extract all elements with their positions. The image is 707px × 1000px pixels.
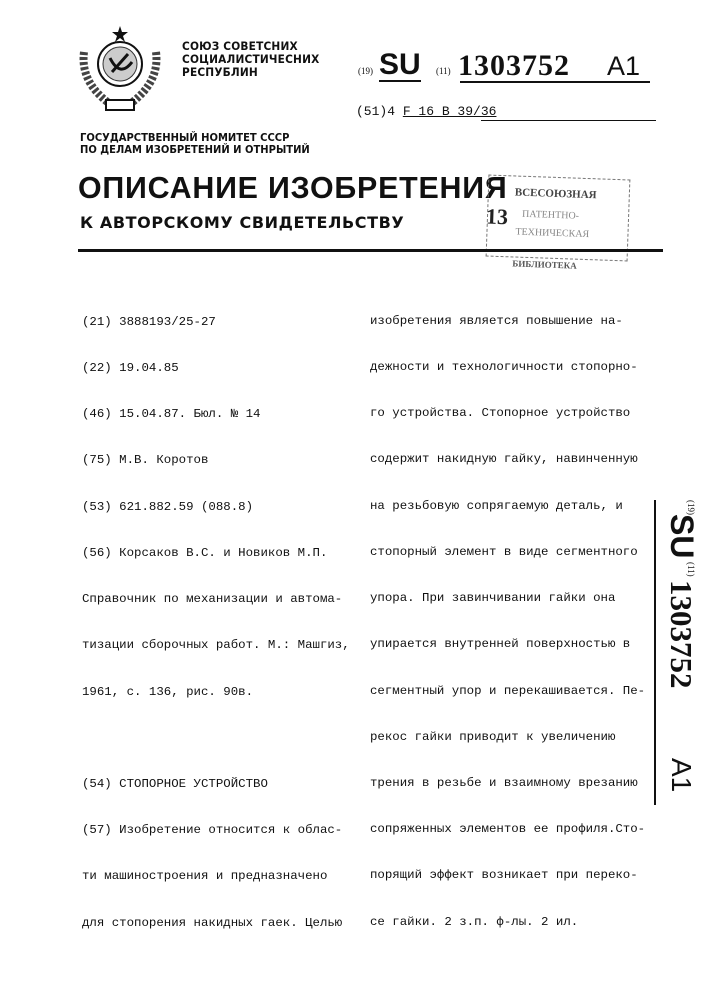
abstract-line: содержит накидную гайку, навинченную bbox=[370, 452, 638, 467]
stamp-line-1: ВСЕСОЮЗНАЯ bbox=[514, 186, 597, 202]
document-subtitle: К АВТОРСКОМУ СВИДЕТЕЛЬСТВУ bbox=[80, 213, 405, 232]
abstract-line: сопряженных элементов ее профиля.Сто- bbox=[370, 822, 646, 837]
abstract-line: трения в резьбе и взаимному врезанию bbox=[370, 776, 638, 790]
abstract-line: упора. При завинчивании гайки она bbox=[370, 591, 616, 606]
committee-line-1: ГОСУДАРСТВЕННЫЙ НОМИТЕТ СССР bbox=[80, 132, 290, 144]
abstract-column bbox=[370, 283, 645, 945]
side-number-label: (11) bbox=[686, 562, 696, 577]
abstract-line: ти машиностроения и предназначено bbox=[82, 869, 328, 884]
committee-line-2: ПО ДЕЛАМ ИЗОБРЕТЕНИЙ И ОТНРЫТИЙ bbox=[80, 144, 310, 156]
side-kind-code: A1 bbox=[666, 758, 697, 793]
abstract-line: для стопорения накидных гаек. Целью bbox=[82, 915, 343, 930]
biblio-line: (56) Корсаков В.С. и Новиков М.П. bbox=[82, 545, 328, 560]
biblio-line: (53) 621.882.59 (088.8) bbox=[82, 499, 254, 514]
biblio-line: (21) 3888193/25-27 bbox=[82, 314, 216, 329]
document-title: ОПИСАНИЕ ИЗОБРЕТЕНИЯ bbox=[78, 170, 508, 205]
ussr-emblem-icon bbox=[70, 22, 170, 122]
side-publication-number bbox=[636, 500, 700, 805]
side-country-code-label: (19) bbox=[686, 500, 696, 515]
abstract-line: дежности и технологичности стопорно- bbox=[370, 360, 638, 375]
abstract-line: порящий эффект возникает при переко- bbox=[370, 868, 638, 883]
abstract-line: изобретения является повышение на- bbox=[370, 313, 623, 328]
side-country-code: SU bbox=[664, 514, 700, 559]
biblio-line: (46) 15.04.87. Бюл. № 14 bbox=[82, 407, 261, 422]
ipc-label: (51)4 bbox=[356, 104, 396, 119]
side-underline bbox=[654, 500, 656, 805]
stamp-line-2: ПАТЕНТНО- bbox=[521, 208, 580, 222]
patent-number: 1303752 bbox=[458, 49, 570, 82]
ipc-code: F 16 B 39/36 bbox=[402, 104, 497, 119]
biblio-line: (75) М.В. Коротов bbox=[82, 453, 209, 468]
abstract-line: упирается внутренней поверхностью в bbox=[370, 637, 631, 652]
biblio-line bbox=[82, 731, 350, 746]
country-code: SU bbox=[379, 48, 421, 81]
stamp-line-4: БИБЛИОТЕКА bbox=[512, 258, 577, 271]
abstract-line: стопорный элемент в виде сегментного bbox=[370, 544, 638, 559]
invention-title: (54) СТОПОРНОЕ УСТРОЙСТВО bbox=[82, 776, 268, 791]
union-name bbox=[182, 40, 319, 79]
biblio-line: (22) 19.04.85 bbox=[82, 361, 179, 376]
committee-name bbox=[80, 132, 310, 156]
biblio-line: 1961, с. 136, рис. 90в. bbox=[82, 684, 254, 699]
union-line-3: РЕСПУБЛИН bbox=[182, 65, 258, 79]
header-divider bbox=[78, 249, 663, 252]
ipc-underline bbox=[481, 120, 656, 121]
ipc-classification bbox=[356, 104, 656, 119]
union-line-1: СОЮЗ СОВЕТСНИХ bbox=[182, 39, 298, 53]
abstract-line: се гайки. 2 з.п. ф-лы. 2 ил. bbox=[370, 914, 579, 929]
abstract-line: го устройства. Стопорное устройство bbox=[370, 406, 631, 421]
biblio-line: тизации сборочных работ. М.: Машгиз, bbox=[82, 638, 350, 653]
side-patent-number: 1303752 bbox=[664, 580, 699, 689]
abstract-line: сегментный упор и перекашивается. Пе- bbox=[370, 683, 646, 698]
kind-code: A1 bbox=[607, 51, 641, 81]
underline bbox=[460, 81, 650, 83]
union-line-2: СОЦИАЛИСТИЧЕСНИХ bbox=[182, 52, 320, 66]
abstract-line: на резьбовую сопрягаемую деталь, и bbox=[370, 498, 623, 513]
bibliography-column bbox=[82, 284, 350, 946]
abstract-line: рекос гайки приводит к увеличению bbox=[370, 729, 616, 744]
country-code-label: (19) bbox=[358, 66, 373, 76]
stamp-number: 13 bbox=[485, 203, 509, 230]
number-label: (11) bbox=[436, 66, 451, 76]
stamp-line-3: ТЕХНИЧЕСКАЯ bbox=[515, 226, 590, 241]
abstract-line: (57) Изобретение относится к облас- bbox=[82, 823, 343, 838]
biblio-line: Справочник по механизации и автома- bbox=[82, 592, 343, 607]
publication-number bbox=[358, 50, 650, 82]
